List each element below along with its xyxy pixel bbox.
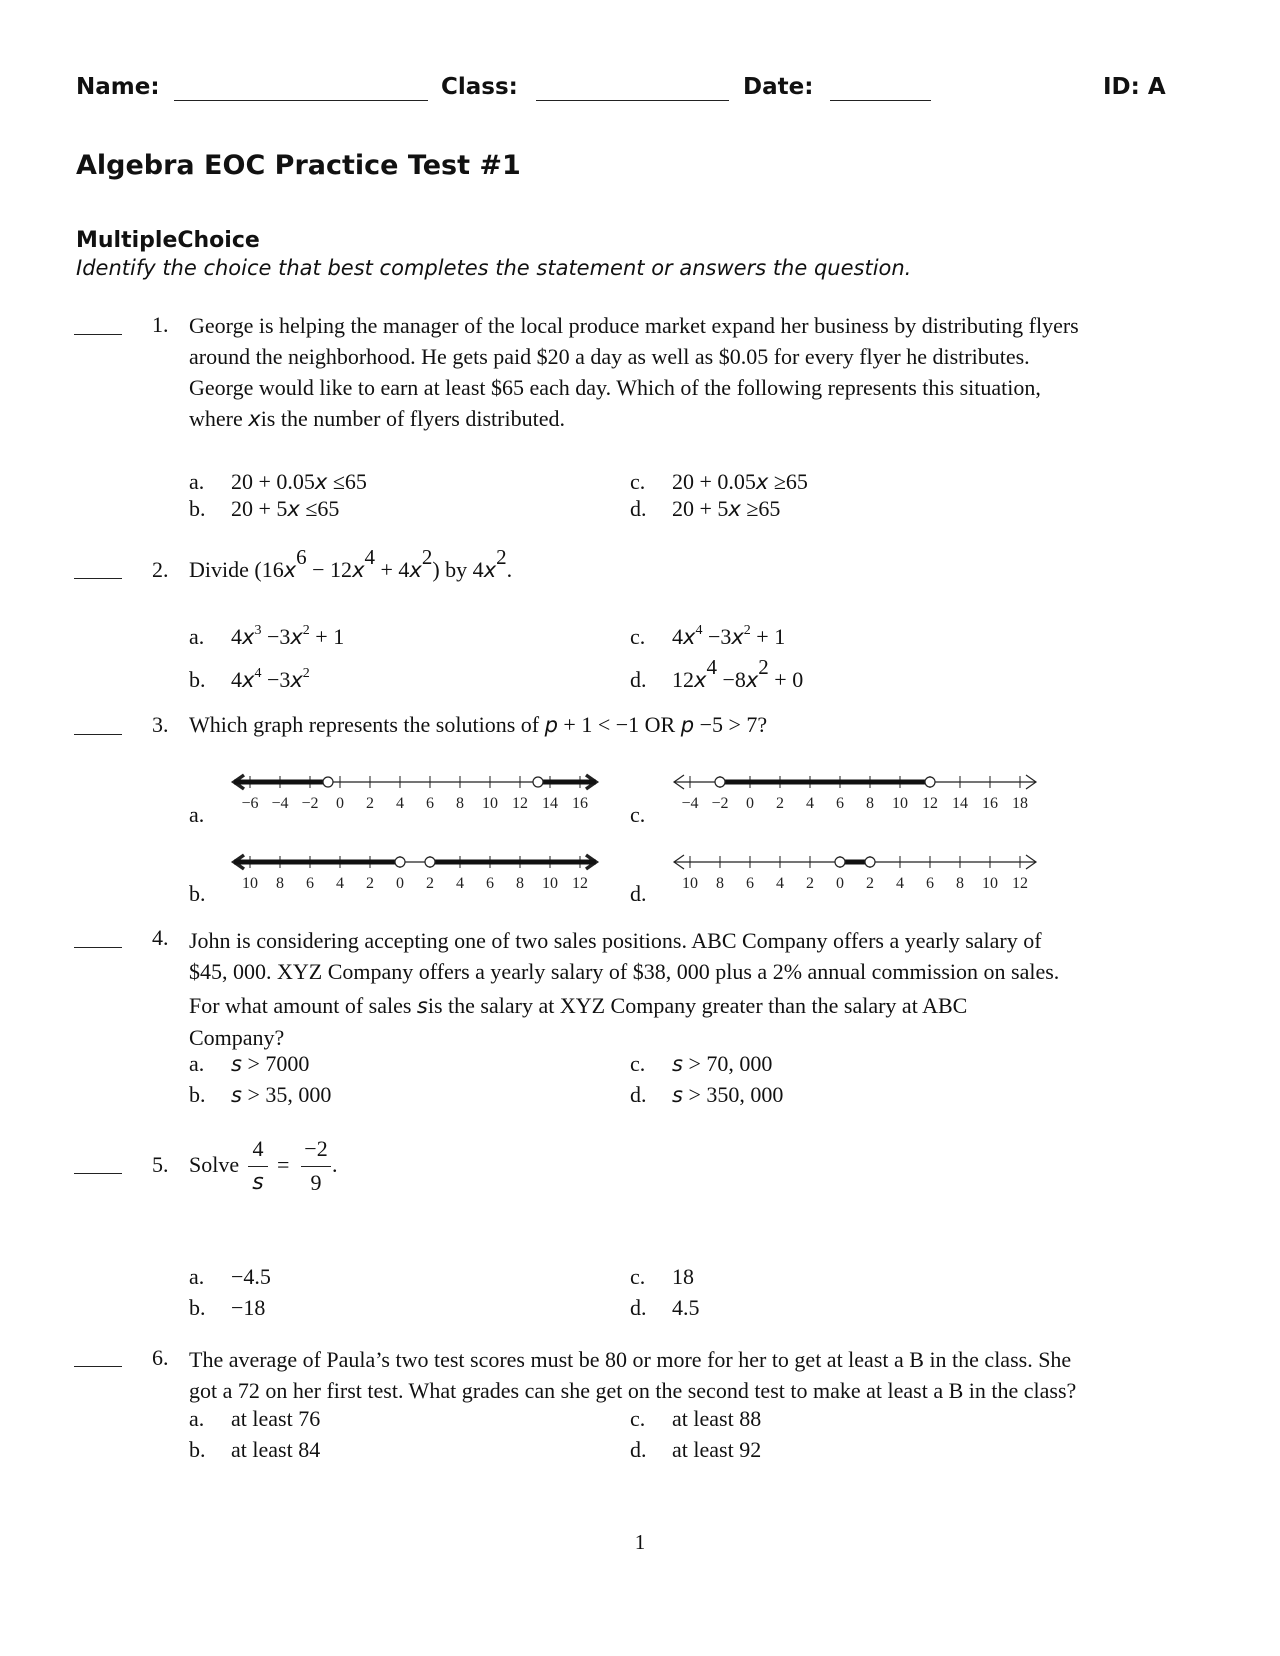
tick-label: 4	[456, 875, 464, 892]
tick-label: 10	[892, 795, 908, 812]
choice-2b[interactable]: $4x^4 -3x^2$	[231, 666, 310, 692]
tick-label: 12	[1012, 875, 1028, 892]
question-line: George would like to earn at least $65 each day. Which of the following represents this situation,	[189, 375, 1041, 400]
choice-label: d.	[630, 881, 647, 906]
choice-label: d.	[630, 667, 647, 692]
answer-blank-6[interactable]	[74, 1366, 122, 1367]
solve-word: Solve	[189, 1152, 240, 1177]
question-number: 2.	[152, 557, 169, 582]
section-instructions: Identify the choice that best completes the statement or answers the question.	[76, 256, 912, 280]
tick-label: 4	[396, 795, 404, 812]
tick-label: 8	[516, 875, 524, 892]
open-point	[925, 777, 935, 787]
choice-6c[interactable]: at least 88	[672, 1406, 762, 1431]
fraction-right-denominator: 9	[310, 1170, 322, 1195]
choice-6b[interactable]: at least 84	[231, 1437, 321, 1462]
fraction-left-numerator: 4	[252, 1136, 264, 1161]
tick-label: 0	[836, 875, 844, 892]
section-heading: MultipleChoice	[76, 228, 260, 253]
open-point	[865, 857, 875, 867]
tick-label: −2	[301, 795, 319, 812]
open-point	[425, 857, 435, 867]
number-line-c[interactable]	[670, 760, 1055, 816]
question-number: 6.	[152, 1345, 169, 1370]
choice-1c[interactable]: 20 + 0.05x ≥65	[672, 469, 808, 494]
tick-label: 2	[776, 795, 784, 812]
fraction-right-bar	[301, 1166, 331, 1167]
tick-label: 6	[426, 795, 434, 812]
question-line: around the neighborhood. He gets paid $20 a day as well as $0.05 for every flyer he distributes.	[189, 344, 1030, 369]
id-label: ID: A	[1103, 74, 1166, 100]
open-point	[323, 777, 333, 787]
question-3-text: Which graph represents the solutions of p + 1 < −1 OR p −5 > 7?	[189, 712, 768, 737]
class-label: Class:	[441, 74, 518, 100]
tick-label: 0	[746, 795, 754, 812]
tick-label: 12	[572, 875, 588, 892]
choice-1b[interactable]: 20 + 5x ≤65	[231, 496, 340, 521]
date-label: Date:	[743, 74, 814, 100]
fraction-left-denominator: s	[252, 1170, 264, 1195]
answer-blank-3[interactable]	[74, 734, 122, 735]
tick-label: 4	[336, 875, 344, 892]
choice-label: a.	[189, 1051, 205, 1076]
choice-label: d.	[630, 1295, 647, 1320]
choice-label: b.	[189, 1437, 206, 1462]
number-line-d[interactable]	[670, 840, 1055, 896]
choice-label: d.	[630, 1082, 647, 1107]
tick-label: 2	[806, 875, 814, 892]
choice-4a[interactable]: s > 7000	[231, 1051, 310, 1076]
tick-label: 10	[982, 875, 998, 892]
choice-4b[interactable]: s > 35, 000	[231, 1082, 332, 1107]
choice-1a[interactable]: 20 + 0.05x ≤65	[231, 469, 367, 494]
tick-label: 4	[896, 875, 904, 892]
tick-label: 2	[366, 875, 374, 892]
choice-label: c.	[630, 624, 646, 649]
open-point	[835, 857, 845, 867]
choice-5d[interactable]: 4.5	[672, 1295, 700, 1320]
tick-label: 10	[242, 875, 258, 892]
class-line[interactable]	[536, 100, 729, 101]
question-line: $45, 000. XYZ Company offers a yearly salary of $38, 000 plus a 2% annual commission on sales.	[189, 959, 1060, 984]
name-label: Name:	[76, 74, 160, 100]
open-point	[395, 857, 405, 867]
question-line: The average of Paula’s two test scores must be 80 or more for her to get at least a B in the class. She	[189, 1347, 1072, 1372]
question-1-text	[189, 310, 1209, 435]
question-number: 5.	[152, 1152, 169, 1177]
tick-label: 8	[716, 875, 724, 892]
choice-2d[interactable]: 12x4 −8x2 + 0	[672, 655, 804, 692]
tick-label: 8	[956, 875, 964, 892]
open-point	[715, 777, 725, 787]
choice-5a[interactable]: −4.5	[231, 1264, 271, 1289]
question-number: 3.	[152, 712, 169, 737]
number-line-b[interactable]	[230, 840, 615, 896]
tick-label: 8	[456, 795, 464, 812]
name-line[interactable]	[174, 100, 428, 101]
fraction-right-numerator: −2	[304, 1136, 328, 1161]
tick-label: 4	[776, 875, 784, 892]
tick-label: −4	[681, 795, 699, 812]
choice-2a[interactable]: $4x^3 -3x^2 + 1$	[231, 623, 345, 649]
question-line: John is considering accepting one of two sales positions. ABC Company offers a yearly salary of	[189, 928, 1042, 953]
fraction-left-bar	[248, 1166, 268, 1167]
tick-label: 14	[542, 795, 558, 812]
date-line[interactable]	[830, 100, 931, 101]
choice-5c[interactable]: 18	[672, 1264, 694, 1289]
choice-label: b.	[189, 667, 206, 692]
tick-label: −6	[241, 795, 259, 812]
page-number: 1	[634, 1530, 646, 1554]
choice-label: a.	[189, 624, 205, 649]
question-number: 1.	[152, 312, 169, 337]
choice-label: c.	[630, 802, 646, 827]
choice-label: a.	[189, 469, 205, 494]
choice-1d[interactable]: 20 + 5x ≥65	[672, 496, 781, 521]
tick-label: 0	[396, 875, 404, 892]
tick-label: 2	[866, 875, 874, 892]
tick-label: 16	[982, 795, 998, 812]
choice-label: c.	[630, 1264, 646, 1289]
tick-label: 14	[952, 795, 968, 812]
question-line: where xis the number of flyers distributed.	[189, 406, 565, 431]
tick-label: 6	[746, 875, 754, 892]
tick-label: 0	[336, 795, 344, 812]
tick-label: 12	[922, 795, 938, 812]
choice-label: b.	[189, 496, 206, 521]
choice-label: a.	[189, 1264, 205, 1289]
answer-blank-5[interactable]	[74, 1173, 122, 1174]
tick-label: 10	[682, 875, 698, 892]
choice-label: a.	[189, 1406, 205, 1431]
choice-label: d.	[630, 1437, 647, 1462]
tick-label: 8	[866, 795, 874, 812]
open-point	[533, 777, 543, 787]
answer-blank-4[interactable]	[74, 947, 122, 948]
question-number: 4.	[152, 925, 169, 950]
tick-label: 18	[1012, 795, 1028, 812]
choice-6d[interactable]: at least 92	[672, 1437, 762, 1462]
answer-blank-1[interactable]	[74, 334, 122, 335]
choice-4d[interactable]: s > 350, 000	[672, 1082, 784, 1107]
choice-6a[interactable]: at least 76	[231, 1406, 321, 1431]
page-title: Algebra EOC Practice Test #1	[76, 150, 521, 181]
choice-5b[interactable]: −18	[231, 1295, 266, 1320]
tick-label: 6	[926, 875, 934, 892]
choice-label: c.	[630, 1406, 646, 1431]
question-2-text: Divide (16x6 − 12x4 + 4x2) by 4x2.	[189, 545, 513, 582]
question-line: got a 72 on her first test. What grades can she get on the second test to make at least a B in the class?	[189, 1378, 1077, 1403]
choice-label: c.	[630, 469, 646, 494]
choice-label: b.	[189, 1295, 206, 1320]
tick-label: 10	[542, 875, 558, 892]
choice-2c[interactable]: $4x^4 -3x^2 + 1$	[672, 623, 786, 649]
choice-label: b.	[189, 881, 206, 906]
question-line: Company?	[189, 1025, 285, 1050]
tick-label: 6	[836, 795, 844, 812]
period: .	[332, 1152, 338, 1177]
tick-label: 4	[806, 795, 814, 812]
tick-label: 16	[572, 795, 588, 812]
tick-label: −2	[711, 795, 729, 812]
choice-label: a.	[189, 802, 205, 827]
tick-label: 8	[276, 875, 284, 892]
tick-label: 6	[306, 875, 314, 892]
choice-label: c.	[630, 1051, 646, 1076]
variable: x	[248, 407, 261, 431]
choice-label: b.	[189, 1082, 206, 1107]
tick-label: 6	[486, 875, 494, 892]
tick-label: −4	[271, 795, 289, 812]
tick-label: 2	[426, 875, 434, 892]
question-4-text	[189, 925, 1209, 1053]
question-line: For what amount of sales sis the salary at XYZ Company greater than the salary at ABC	[189, 993, 968, 1018]
tick-label: 12	[512, 795, 528, 812]
question-line: George is helping the manager of the local produce market expand her business by distributing flyers	[189, 313, 1079, 338]
equals-sign: =	[277, 1152, 290, 1177]
tick-label: 2	[366, 795, 374, 812]
number-line-a[interactable]	[230, 760, 615, 816]
answer-blank-2[interactable]	[74, 578, 122, 579]
choice-label: d.	[630, 496, 647, 521]
question-6-text	[189, 1344, 1229, 1406]
choice-4c[interactable]: s > 70, 000	[672, 1051, 773, 1076]
tick-label: 10	[482, 795, 498, 812]
variable: s	[416, 994, 428, 1018]
